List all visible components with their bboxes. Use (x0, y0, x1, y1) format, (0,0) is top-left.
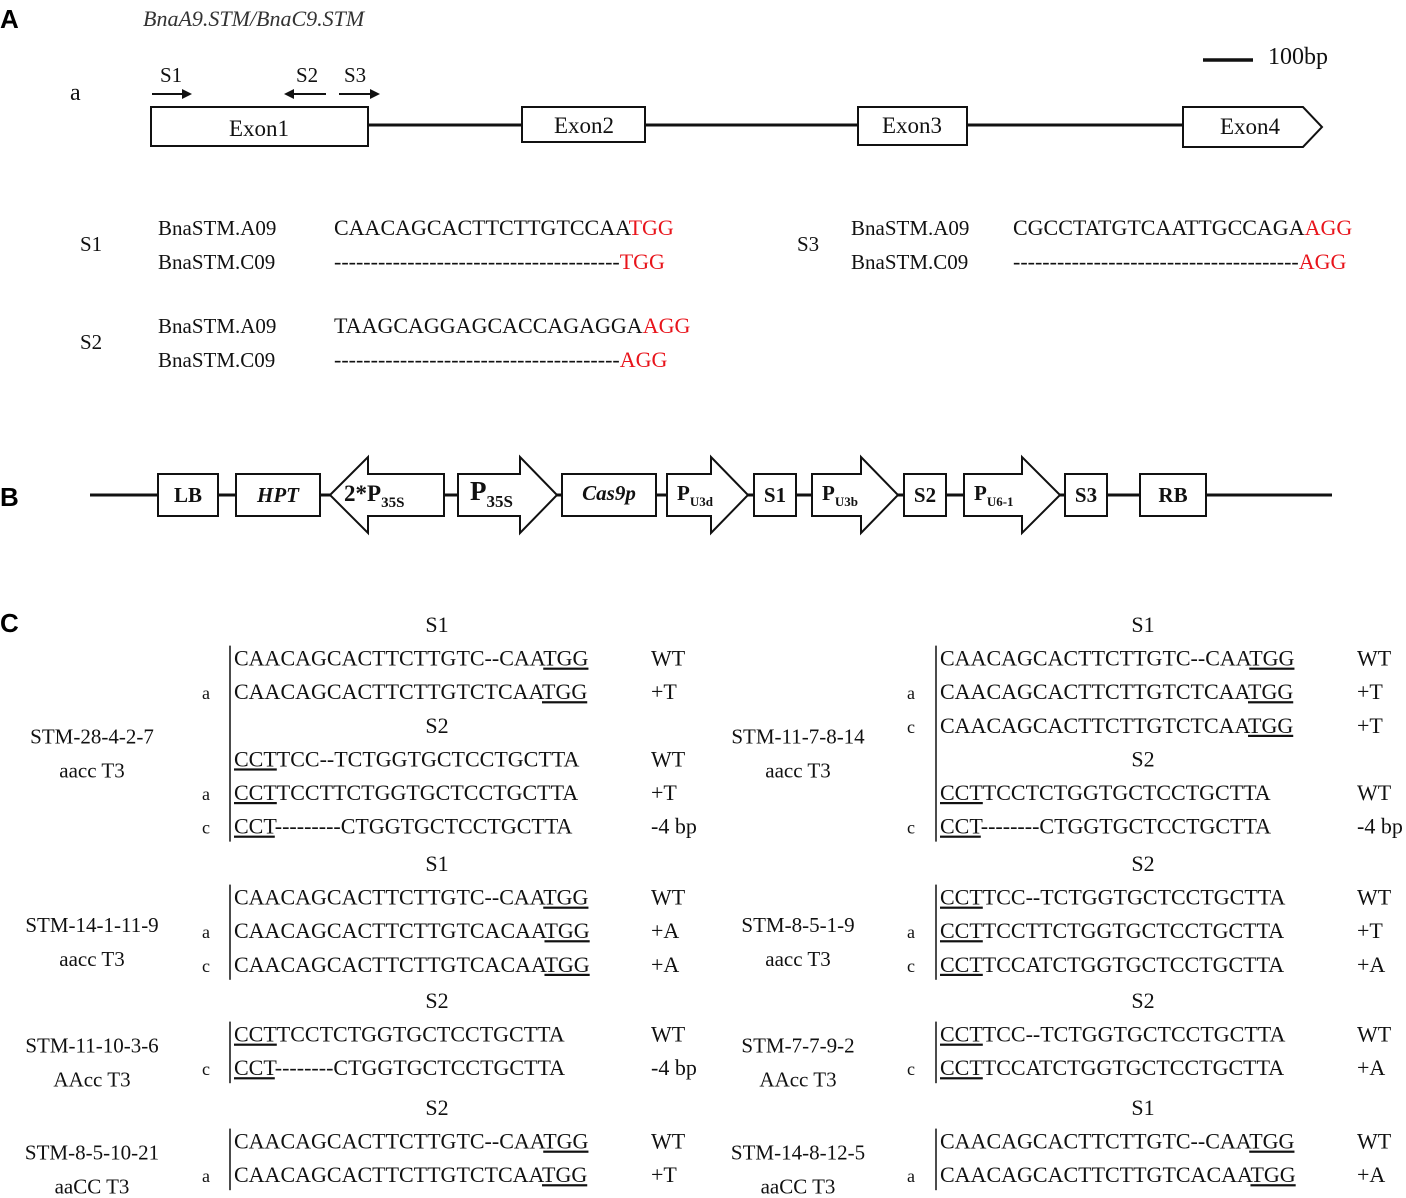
label-main: P (677, 481, 690, 505)
site-header: S1 (1131, 1095, 1155, 1120)
site-header: S2 (1131, 746, 1155, 772)
seq-post: --------CTGGTGCTCCTGCTTA (274, 1055, 566, 1081)
allele-label: c (202, 817, 210, 838)
element-2x-p35s-promoter (330, 457, 444, 533)
allele-label: a (907, 1166, 915, 1187)
site-arrow-label-s3: S3 (344, 63, 367, 87)
mutation-type: +T (1357, 679, 1383, 705)
mutation-type: WT (651, 884, 686, 910)
line-id-label: STM-11-7-8-14 (731, 724, 865, 749)
element-hpt (236, 474, 320, 516)
allele-label: c (907, 716, 915, 737)
allele-label: c (202, 1059, 210, 1080)
line-id-label: STM-11-10-3-6 (25, 1033, 159, 1058)
exon-2-label: Exon2 (553, 113, 615, 138)
mutation-type: -4 bp (651, 1055, 697, 1081)
mutation-type: WT (1357, 645, 1392, 671)
mutation-block (741, 988, 1391, 1091)
site-header: S1 (425, 851, 449, 876)
mutation-type: -4 bp (1357, 813, 1403, 839)
sequence-row (940, 713, 1293, 738)
line-id-label: STM-14-8-12-5 (730, 1140, 866, 1165)
mutation-type: +T (1357, 712, 1383, 738)
panel-b (0, 457, 1332, 533)
mutation-type: WT (1357, 780, 1392, 805)
alignment-gene-name: BnaSTM.C09 (851, 250, 969, 274)
sequence-row (234, 679, 587, 704)
sequence-row (940, 1162, 1296, 1187)
sequence-row (940, 918, 1284, 943)
sequence-row (940, 814, 1271, 839)
sequence-row (234, 1162, 587, 1187)
pam-text: TGG (619, 249, 665, 274)
sequence-row (234, 780, 578, 805)
mutation-type: WT (651, 1128, 686, 1154)
allele-label: a (202, 784, 210, 804)
alignment-gene-name: BnaSTM.A09 (158, 314, 277, 338)
element-label: S1 (763, 483, 787, 507)
pam-underlined: CCT (940, 1021, 983, 1047)
label-sub: 35S (381, 495, 405, 511)
seq-pre: CAACAGCACTTCTTGTCTCAA (940, 712, 1249, 738)
site-header: S2 (425, 988, 449, 1013)
mutation-type: +T (1357, 918, 1383, 944)
pam-underlined: CCT (234, 1055, 275, 1081)
mutation-type: +A (1357, 1055, 1386, 1081)
seq-pre: CAACAGCACTTCTTGTC--CAA (234, 884, 544, 910)
genotype-label: aacc T3 (765, 947, 831, 972)
pam-underlined: TGG (542, 1162, 588, 1188)
mutation-block (25, 988, 697, 1091)
alignment-site-label: S1 (80, 232, 103, 256)
pam-underlined: TGG (543, 645, 589, 671)
allele-label: a (907, 922, 915, 943)
pam-underlined: TGG (1248, 679, 1294, 705)
genotype-label: aacc T3 (59, 758, 125, 783)
seq-post: TCC--TCTGGTGCTCCTGCTTA (982, 884, 1286, 910)
pam-underlined: CCT (234, 780, 277, 805)
sequence-row (940, 885, 1285, 910)
sequence-row (940, 952, 1284, 977)
mutation-type: +A (651, 918, 680, 944)
pam-text: AGG (1298, 249, 1347, 274)
exon-3-label: Exon3 (881, 113, 943, 138)
mutation-type: WT (651, 746, 686, 772)
alignment-seq (1013, 249, 1347, 274)
alignment-seq (334, 313, 690, 338)
element-label: Cas9p (582, 481, 636, 505)
label-main: P (974, 481, 987, 505)
pam-underlined: TGG (542, 679, 588, 705)
gene-sub-label: a (70, 80, 81, 106)
element-label: RB (1158, 483, 1188, 507)
seq-pre: CAACAGCACTTCTTGTCTCAA (234, 1162, 543, 1188)
seq-post: TCCTTCTGGTGCTCCTGCTTA (276, 780, 579, 805)
scale-bar-label: 100bp (1268, 44, 1328, 70)
mutation-type: +T (651, 1162, 677, 1188)
element-rb (1140, 474, 1206, 516)
alignment-s1 (80, 215, 674, 274)
seq-post: TCCATCTGGTGCTCCTGCTTA (982, 951, 1285, 977)
pam-underlined: CCT (940, 951, 983, 977)
element-label: S2 (913, 483, 937, 507)
element-label: S3 (1074, 483, 1098, 507)
mutation-block (741, 851, 1391, 980)
seq-pre: CAACAGCACTTCTTGTCACAA (940, 1162, 1251, 1188)
element-s1 (754, 474, 796, 516)
alignment-gene-name: BnaSTM.A09 (851, 216, 970, 240)
sequence-row (234, 646, 589, 671)
mutation-block (731, 612, 1403, 842)
genotype-label: aaCC T3 (54, 1174, 130, 1198)
seq-pre: CAACAGCACTTCTTGTCACAA (234, 951, 545, 977)
line-id-label: STM-14-1-11-9 (25, 913, 159, 938)
allele-label: a (202, 922, 210, 943)
pam-underlined: CCT (940, 884, 983, 910)
sequence-row (234, 746, 579, 771)
seq-text: CGCCTATGTCAATTGCCAGA (1013, 215, 1305, 240)
element-pu3b-promoter (812, 457, 898, 533)
allele-label: c (907, 955, 915, 976)
pam-underlined: CCT (940, 780, 983, 805)
genotype-label: AAcc T3 (53, 1067, 131, 1092)
panel-a (0, 4, 1352, 372)
element-label: LB (173, 483, 203, 507)
alignment-site-label: S3 (797, 232, 820, 256)
alignment-site-label: S2 (80, 330, 103, 354)
label-main: P (470, 476, 487, 506)
genotype-label: aaCC T3 (760, 1174, 836, 1198)
mutation-type: +A (1357, 1162, 1386, 1188)
allele-label: c (907, 1059, 915, 1080)
panel-c-letter: C (0, 608, 19, 638)
seq-text: TAAGCAGGAGCACCAGAGGA (334, 313, 643, 338)
label-main: 2*P (344, 481, 382, 506)
pam-underlined: CCT (234, 813, 275, 839)
site-arrow-label-s1: S1 (160, 63, 183, 87)
site-header: S2 (425, 712, 449, 738)
element-label: HPT (257, 483, 299, 507)
seq-text: --------------------------------------- (334, 249, 620, 274)
mutation-type: WT (651, 1021, 686, 1047)
gene-model (151, 107, 1322, 147)
sequence-row (234, 885, 589, 910)
element-pu3d-promoter (667, 457, 748, 533)
exon-1-label: Exon1 (228, 116, 290, 141)
sequence-row (940, 646, 1295, 671)
seq-post: TCC--TCTGGTGCTCCTGCTTA (276, 746, 580, 772)
pam-underlined: CCT (940, 813, 981, 839)
site-arrow-label-s2: S2 (296, 63, 319, 87)
line-id-label: STM-8-5-10-21 (24, 1140, 160, 1165)
pam-underlined: TGG (1250, 1162, 1296, 1188)
genotype-label: aacc T3 (59, 947, 125, 972)
mutation-type: +A (651, 951, 680, 977)
alignment-gene-name: BnaSTM.C09 (158, 250, 276, 274)
genotype-label: AAcc T3 (759, 1067, 837, 1092)
sequence-row (234, 1055, 565, 1080)
label-main: P (822, 481, 835, 505)
sequence-row (234, 814, 573, 839)
panel-c (0, 608, 1403, 1198)
element-s2 (904, 474, 946, 516)
element-cas9p (562, 474, 656, 516)
seq-post: TCCTCTGGTGCTCCTGCTTA (982, 780, 1271, 805)
mutation-type: WT (1357, 884, 1392, 910)
pam-text: AGG (642, 313, 691, 338)
allele-label: a (202, 1166, 210, 1187)
mutation-type: +A (1357, 951, 1386, 977)
alignment-gene-name: BnaSTM.A09 (158, 216, 277, 240)
pam-text: AGG (619, 347, 668, 372)
seq-pre: CAACAGCACTTCTTGTC--CAA (234, 645, 544, 671)
seq-post: TCCATCTGGTGCTCCTGCTTA (982, 1055, 1285, 1081)
allele-label: c (202, 955, 210, 976)
label-sub: U3b (834, 494, 858, 509)
seq-post: TCCTCTGGTGCTCCTGCTTA (276, 1021, 565, 1047)
pam-underlined: TGG (1248, 712, 1294, 738)
sequence-row (940, 780, 1271, 805)
pam-underlined: CCT (234, 1021, 277, 1047)
panel-a-letter: A (0, 4, 19, 34)
pam-underlined: TGG (1249, 645, 1295, 671)
alignment-seq (334, 249, 665, 274)
site-header: S1 (425, 612, 449, 637)
pam-underlined: TGG (543, 884, 589, 910)
seq-pre: CAACAGCACTTCTTGTC--CAA (234, 1128, 544, 1154)
pam-underlined: TGG (544, 918, 590, 944)
alignment-s3 (797, 215, 1352, 274)
alignment-seq (334, 347, 668, 372)
exon-4-label: Exon4 (1219, 114, 1281, 139)
sequence-row (940, 1055, 1284, 1080)
mutation-type: WT (1357, 1128, 1392, 1154)
genotype-label: aacc T3 (765, 758, 831, 783)
sequence-row (940, 1129, 1295, 1154)
site-header: S2 (1131, 851, 1155, 876)
sequence-row (940, 679, 1293, 704)
element-pu61-promoter (964, 457, 1060, 533)
site-header: S2 (1131, 988, 1155, 1013)
element-p35s-promoter (458, 457, 557, 533)
seq-text: --------------------------------------- (334, 347, 620, 372)
pam-text: AGG (1304, 215, 1353, 240)
seq-pre: CAACAGCACTTCTTGTC--CAA (940, 1128, 1250, 1154)
seq-pre: CAACAGCACTTCTTGTCACAA (234, 918, 545, 944)
label-sub: U3d (689, 494, 713, 509)
pam-underlined: TGG (544, 951, 590, 977)
element-s3 (1065, 474, 1107, 516)
allele-label: c (907, 817, 915, 838)
seq-text: --------------------------------------- (1013, 249, 1299, 274)
sequence-row (940, 1022, 1285, 1047)
line-id-label: STM-28-4-2-7 (30, 724, 154, 749)
line-id-label: STM-8-5-1-9 (741, 913, 855, 938)
mutation-type: -4 bp (651, 813, 697, 839)
allele-label: a (907, 683, 915, 704)
seq-pre: CAACAGCACTTCTTGTC--CAA (940, 645, 1250, 671)
sequence-row (234, 1129, 589, 1154)
seq-post: TCCTTCTGGTGCTCCTGCTTA (982, 918, 1285, 944)
allele-label: a (202, 683, 210, 704)
element-lb (158, 474, 218, 516)
pam-underlined: TGG (1249, 1128, 1295, 1154)
line-id-label: STM-7-7-9-2 (741, 1033, 855, 1058)
alignment-seq (334, 215, 674, 240)
site-header: S2 (425, 1095, 449, 1120)
seq-pre: CAACAGCACTTCTTGTCTCAA (234, 679, 543, 705)
alignment-seq (1013, 215, 1352, 240)
panel-b-letter: B (0, 482, 19, 512)
alignment-s2 (80, 313, 690, 372)
label-sub: 35S (486, 492, 513, 511)
mutation-block (25, 851, 685, 980)
pam-text: TGG (628, 215, 674, 240)
seq-post: --------CTGGTGCTCCTGCTTA (980, 813, 1272, 839)
pam-underlined: CCT (940, 1055, 983, 1081)
mutation-type: WT (651, 645, 686, 671)
sequence-row (234, 1022, 565, 1047)
pam-underlined: TGG (543, 1128, 589, 1154)
gene-title: BnaA9.STM/BnaC9.STM (143, 6, 365, 31)
sequence-row (234, 952, 590, 977)
seq-post: ---------CTGGTGCTCCTGCTTA (274, 813, 573, 839)
site-header: S1 (1131, 612, 1155, 637)
mutation-block (25, 1095, 686, 1198)
mutation-type: WT (1357, 1021, 1392, 1047)
pam-underlined: CCT (234, 746, 277, 772)
seq-text: CAACAGCACTTCTTGTCCAA (334, 215, 629, 240)
label-sub: U6-1 (986, 494, 1014, 509)
mutation-block (731, 1095, 1392, 1198)
seq-pre: CAACAGCACTTCTTGTCTCAA (940, 679, 1249, 705)
site-arrows (152, 63, 378, 94)
mutation-type: +T (651, 679, 677, 705)
alignment-gene-name: BnaSTM.C09 (158, 348, 276, 372)
mutation-type: +T (651, 780, 677, 805)
mutation-block (30, 612, 697, 842)
sequence-row (234, 918, 590, 943)
seq-post: TCC--TCTGGTGCTCCTGCTTA (982, 1021, 1286, 1047)
pam-underlined: CCT (940, 918, 983, 944)
